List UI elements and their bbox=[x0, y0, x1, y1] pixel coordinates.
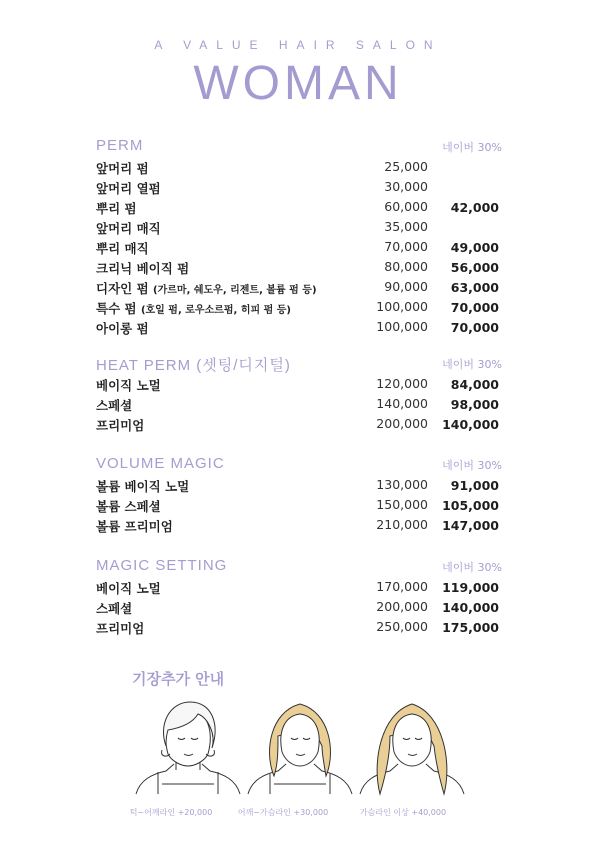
price-row bbox=[96, 237, 506, 257]
caption-long: 가슴라인 이상 +40,000 bbox=[359, 808, 447, 817]
item-name bbox=[96, 299, 291, 317]
item-sale-price: 140,000 bbox=[442, 600, 499, 615]
item-sale-price: 70,000 bbox=[450, 320, 499, 335]
discount-note: 네이버 30% bbox=[442, 561, 502, 574]
price-row bbox=[96, 515, 506, 535]
item-sale-price: 91,000 bbox=[450, 478, 499, 493]
item-price: 70,000 bbox=[384, 239, 428, 254]
item-sale-price: 56,000 bbox=[450, 260, 499, 275]
item-price: 35,000 bbox=[384, 219, 428, 234]
price-row bbox=[96, 217, 506, 237]
item-name: 볼륨 베이직 노멀 bbox=[96, 479, 190, 494]
section-title: PERM bbox=[96, 137, 144, 154]
item-price: 210,000 bbox=[376, 517, 428, 532]
item-sale-price: 140,000 bbox=[442, 417, 499, 432]
section-header bbox=[96, 137, 506, 157]
item-sale-price: 98,000 bbox=[450, 397, 499, 412]
item-price: 200,000 bbox=[376, 599, 428, 614]
price-row bbox=[96, 495, 506, 515]
caption-short: 턱~어깨라인 +20,000 bbox=[129, 808, 213, 817]
item-sale-price: 105,000 bbox=[442, 498, 499, 513]
item-title: 특수 펌 bbox=[96, 301, 137, 316]
discount-note: 네이버 30% bbox=[442, 358, 502, 371]
item-price: 170,000 bbox=[376, 579, 428, 594]
item-name: 스페셜 bbox=[96, 398, 133, 413]
item-price: 25,000 bbox=[384, 159, 428, 174]
item-detail: (호일 펌, 로우소르펌, 히피 펌 등) bbox=[140, 305, 292, 316]
discount-note: 네이버 30% bbox=[442, 141, 502, 154]
discount-note: 네이버 30% bbox=[442, 459, 502, 472]
section-header bbox=[96, 557, 506, 577]
price-row bbox=[96, 177, 506, 197]
section-volume-magic bbox=[96, 455, 506, 535]
long-hair-illustration bbox=[356, 694, 468, 798]
section-title: HEAT PERM (셋팅/디지털) bbox=[96, 357, 291, 374]
item-price: 130,000 bbox=[376, 477, 428, 492]
item-name: 볼륨 프리미엄 bbox=[96, 519, 173, 534]
item-price: 90,000 bbox=[384, 279, 428, 294]
section-header bbox=[96, 354, 506, 374]
section-title: MAGIC SETTING bbox=[96, 557, 228, 574]
section-title: VOLUME MAGIC bbox=[96, 455, 225, 472]
price-row bbox=[96, 374, 506, 394]
price-row bbox=[96, 414, 506, 434]
medium-hair-illustration bbox=[244, 694, 356, 798]
item-sale-price: 70,000 bbox=[450, 300, 499, 315]
item-price: 100,000 bbox=[376, 299, 428, 314]
item-price: 120,000 bbox=[376, 376, 428, 391]
price-row bbox=[96, 277, 506, 297]
caption-medium: 어깨~가슴라인 +30,000 bbox=[237, 808, 329, 817]
item-sale-price: 49,000 bbox=[450, 240, 499, 255]
item-price: 100,000 bbox=[376, 319, 428, 334]
item-name: 베이직 노멀 bbox=[96, 581, 161, 596]
price-row bbox=[96, 297, 506, 317]
item-sale-price: 119,000 bbox=[442, 580, 499, 595]
item-price: 250,000 bbox=[376, 619, 428, 634]
price-row bbox=[96, 317, 506, 337]
item-sale-price: 147,000 bbox=[442, 518, 499, 533]
item-price: 200,000 bbox=[376, 416, 428, 431]
price-row bbox=[96, 617, 506, 637]
item-price: 30,000 bbox=[384, 179, 428, 194]
short-hair-illustration bbox=[132, 694, 244, 798]
item-sale-price: 175,000 bbox=[442, 620, 499, 635]
item-name: 프리미엄 bbox=[96, 621, 145, 636]
price-row bbox=[96, 597, 506, 617]
price-row bbox=[96, 257, 506, 277]
price-row bbox=[96, 577, 506, 597]
item-name: 볼륨 스페셜 bbox=[96, 499, 161, 514]
item-price: 80,000 bbox=[384, 259, 428, 274]
item-name: 프리미엄 bbox=[96, 418, 145, 433]
section-heat-perm bbox=[96, 354, 506, 434]
item-sale-price: 42,000 bbox=[450, 200, 499, 215]
price-row bbox=[96, 157, 506, 177]
item-name: 아이롱 펌 bbox=[96, 321, 149, 336]
item-name: 앞머리 펌 bbox=[96, 161, 149, 176]
item-name: 크리닉 베이직 펌 bbox=[96, 261, 190, 276]
item-name: 베이직 노멀 bbox=[96, 378, 161, 393]
price-row bbox=[96, 475, 506, 495]
length-guide-title: 기장추가 안내 bbox=[132, 670, 225, 688]
section-header bbox=[96, 455, 506, 475]
price-row bbox=[96, 394, 506, 414]
brand-title: WOMAN bbox=[193, 57, 403, 110]
price-row bbox=[96, 197, 506, 217]
item-name: 뿌리 매직 bbox=[96, 241, 149, 256]
item-detail: (가르마, 쉐도우, 리젠트, 볼륨 펌 등) bbox=[153, 285, 317, 296]
item-price: 60,000 bbox=[384, 199, 428, 214]
brand-subtitle: A VALUE HAIR SALON bbox=[154, 38, 442, 52]
item-sale-price: 84,000 bbox=[450, 377, 499, 392]
item-price: 150,000 bbox=[376, 497, 428, 512]
item-name: 앞머리 매직 bbox=[96, 221, 161, 236]
item-price: 140,000 bbox=[376, 396, 428, 411]
item-name bbox=[96, 279, 317, 297]
section-magic-setting bbox=[96, 557, 506, 637]
item-name: 앞머리 열펌 bbox=[96, 181, 161, 196]
item-name: 스페셜 bbox=[96, 601, 133, 616]
item-sale-price: 63,000 bbox=[450, 280, 499, 295]
section-perm bbox=[96, 137, 506, 337]
item-title: 디자인 펌 bbox=[96, 281, 149, 296]
item-name: 뿌리 펌 bbox=[96, 201, 137, 216]
